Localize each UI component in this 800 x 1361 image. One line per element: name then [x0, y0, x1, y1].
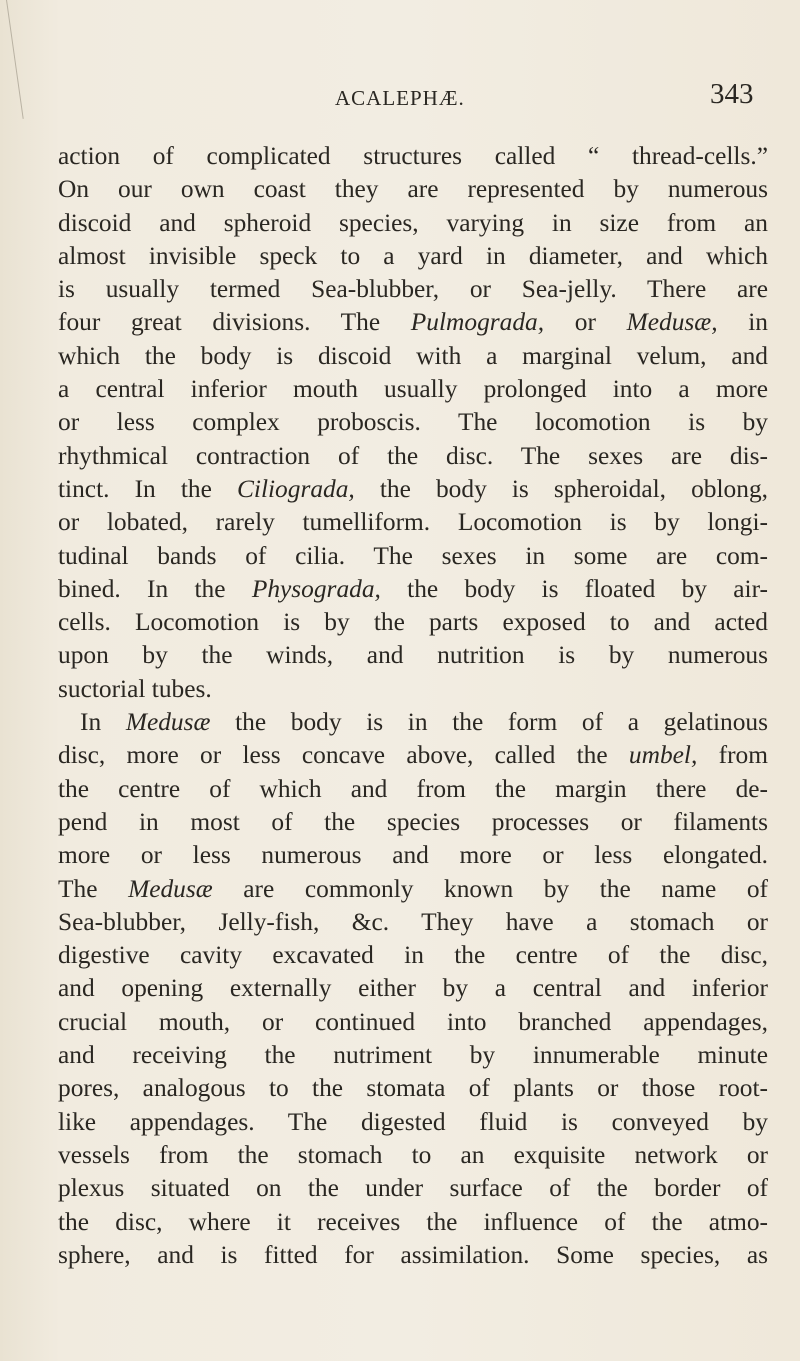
- text-run: digestive cavity excavated in the centre of the disc,: [58, 941, 768, 970]
- page-number: 343: [710, 78, 754, 110]
- text-run: the body is spheroidal, oblong,: [354, 474, 768, 503]
- text-line: [58, 606, 768, 639]
- text-run: pores, analogous to the stomata of plants or those root-: [58, 1074, 768, 1103]
- text-run: or lobated, rarely tumelliform. Locomotion is by longi-: [58, 508, 768, 537]
- text-run: On our own coast they are represented by numerous: [58, 175, 768, 204]
- text-run: almost invisible speck to a yard in diameter, and which: [58, 241, 768, 270]
- running-head: [0, 78, 800, 118]
- italic-term: umbel,: [628, 741, 698, 770]
- text-line: [58, 639, 768, 672]
- text-run: discoid and spheroid species, varying in size from an: [58, 208, 768, 237]
- text-line: [58, 1239, 768, 1272]
- text-run: tudinal bands of cilia. The sexes in some are com-: [58, 541, 768, 570]
- text-line: [58, 972, 768, 1005]
- text-line: [58, 1139, 768, 1172]
- text-line: [58, 1039, 768, 1072]
- text-run: disc, more or less concave above, called the: [58, 741, 629, 770]
- text-run: or less complex proboscis. The locomotion is by: [58, 408, 768, 437]
- text-run: pend in most of the species processes or filaments: [58, 807, 768, 836]
- text-line: [58, 273, 768, 306]
- text-run: or: [544, 308, 627, 337]
- text-line: [58, 406, 768, 439]
- text-line: [58, 739, 768, 772]
- text-run: Sea-blubber, Jelly-fish, &c. They have a stomach or: [58, 907, 768, 936]
- text-run: plexus situated on the under surface of the border of: [58, 1174, 768, 1203]
- text-line: [58, 373, 768, 406]
- text-line: [58, 306, 768, 339]
- text-run: tinct. In the: [58, 474, 237, 503]
- text-run: The: [58, 874, 129, 903]
- text-line: [58, 473, 768, 506]
- text-run: suctorial tubes.: [58, 674, 212, 703]
- text-line: [58, 773, 768, 806]
- text-run: In: [80, 708, 126, 737]
- text-run: crucial mouth, or continued into branched appendages,: [58, 1007, 768, 1036]
- text-run: four great divisions. The: [58, 308, 411, 337]
- text-run: sphere, and is fitted for assimilation. Some species, as: [58, 1240, 768, 1269]
- italic-term: Medusæ: [128, 874, 213, 903]
- text-run: a central inferior mouth usually prolonged into a more: [58, 375, 768, 404]
- text-line: [58, 806, 768, 839]
- text-run: cells. Locomotion is by the parts exposed to and acted: [58, 608, 768, 637]
- text-line: [58, 873, 768, 906]
- text-run: upon by the winds, and nutrition is by numerous: [58, 641, 768, 670]
- text-line: [58, 540, 768, 573]
- text-run: the disc, where it receives the influence of the atmo-: [58, 1207, 768, 1236]
- italic-term: Pulmograda,: [410, 308, 545, 337]
- running-head-title: ACALEPHÆ.: [335, 86, 465, 110]
- text-line: [58, 1072, 768, 1105]
- text-run: are commonly known by the name of: [212, 874, 768, 903]
- text-run: is usually termed Sea-blubber, or Sea-jelly. There are: [58, 275, 768, 304]
- text-run: vessels from the stomach to an exquisite network or: [58, 1140, 768, 1169]
- text-line: [58, 1106, 768, 1139]
- italic-term: Medusæ: [125, 708, 211, 737]
- text-run: more or less numerous and more or less elongated.: [58, 841, 768, 870]
- text-line: [58, 706, 768, 739]
- text-line: [58, 906, 768, 939]
- text-run: rhythmical contraction of the disc. The sexes are dis-: [58, 441, 768, 470]
- text-line: [58, 1172, 768, 1205]
- text-line: [58, 173, 768, 206]
- italic-term: Physograda,: [251, 574, 381, 603]
- text-run: like appendages. The digested fluid is conveyed by: [58, 1107, 768, 1136]
- text-run: in: [717, 308, 768, 337]
- text-line: [58, 440, 768, 473]
- text-line: [58, 839, 768, 872]
- text-run: the centre of which and from the margin there de-: [58, 774, 768, 803]
- text-run: from: [697, 741, 768, 770]
- text-line: [58, 340, 768, 373]
- text-run: the body is floated by air-: [380, 574, 768, 603]
- text-line: [58, 140, 768, 173]
- text-line: [58, 939, 768, 972]
- text-line: [58, 1006, 768, 1039]
- text-run: action of complicated structures called “ thread-cells.”: [58, 142, 768, 170]
- text-run: which the body is discoid with a marginal velum, and: [58, 341, 768, 370]
- text-run: bined. In the: [58, 574, 252, 603]
- text-line: [58, 506, 768, 539]
- text-line: [58, 207, 768, 240]
- text-line: [58, 1206, 768, 1239]
- text-line: [58, 673, 768, 706]
- italic-term: Ciliograda,: [236, 474, 355, 503]
- italic-term: Medusæ,: [626, 308, 718, 337]
- text-line: [58, 573, 768, 606]
- text-run: the body is in the form of a gelatinous: [210, 708, 768, 737]
- text-run: and opening externally either by a central and inferior: [58, 974, 768, 1003]
- text-line: [58, 240, 768, 273]
- text-run: and receiving the nutriment by innumerable minute: [58, 1041, 768, 1070]
- body-text: [58, 140, 768, 1272]
